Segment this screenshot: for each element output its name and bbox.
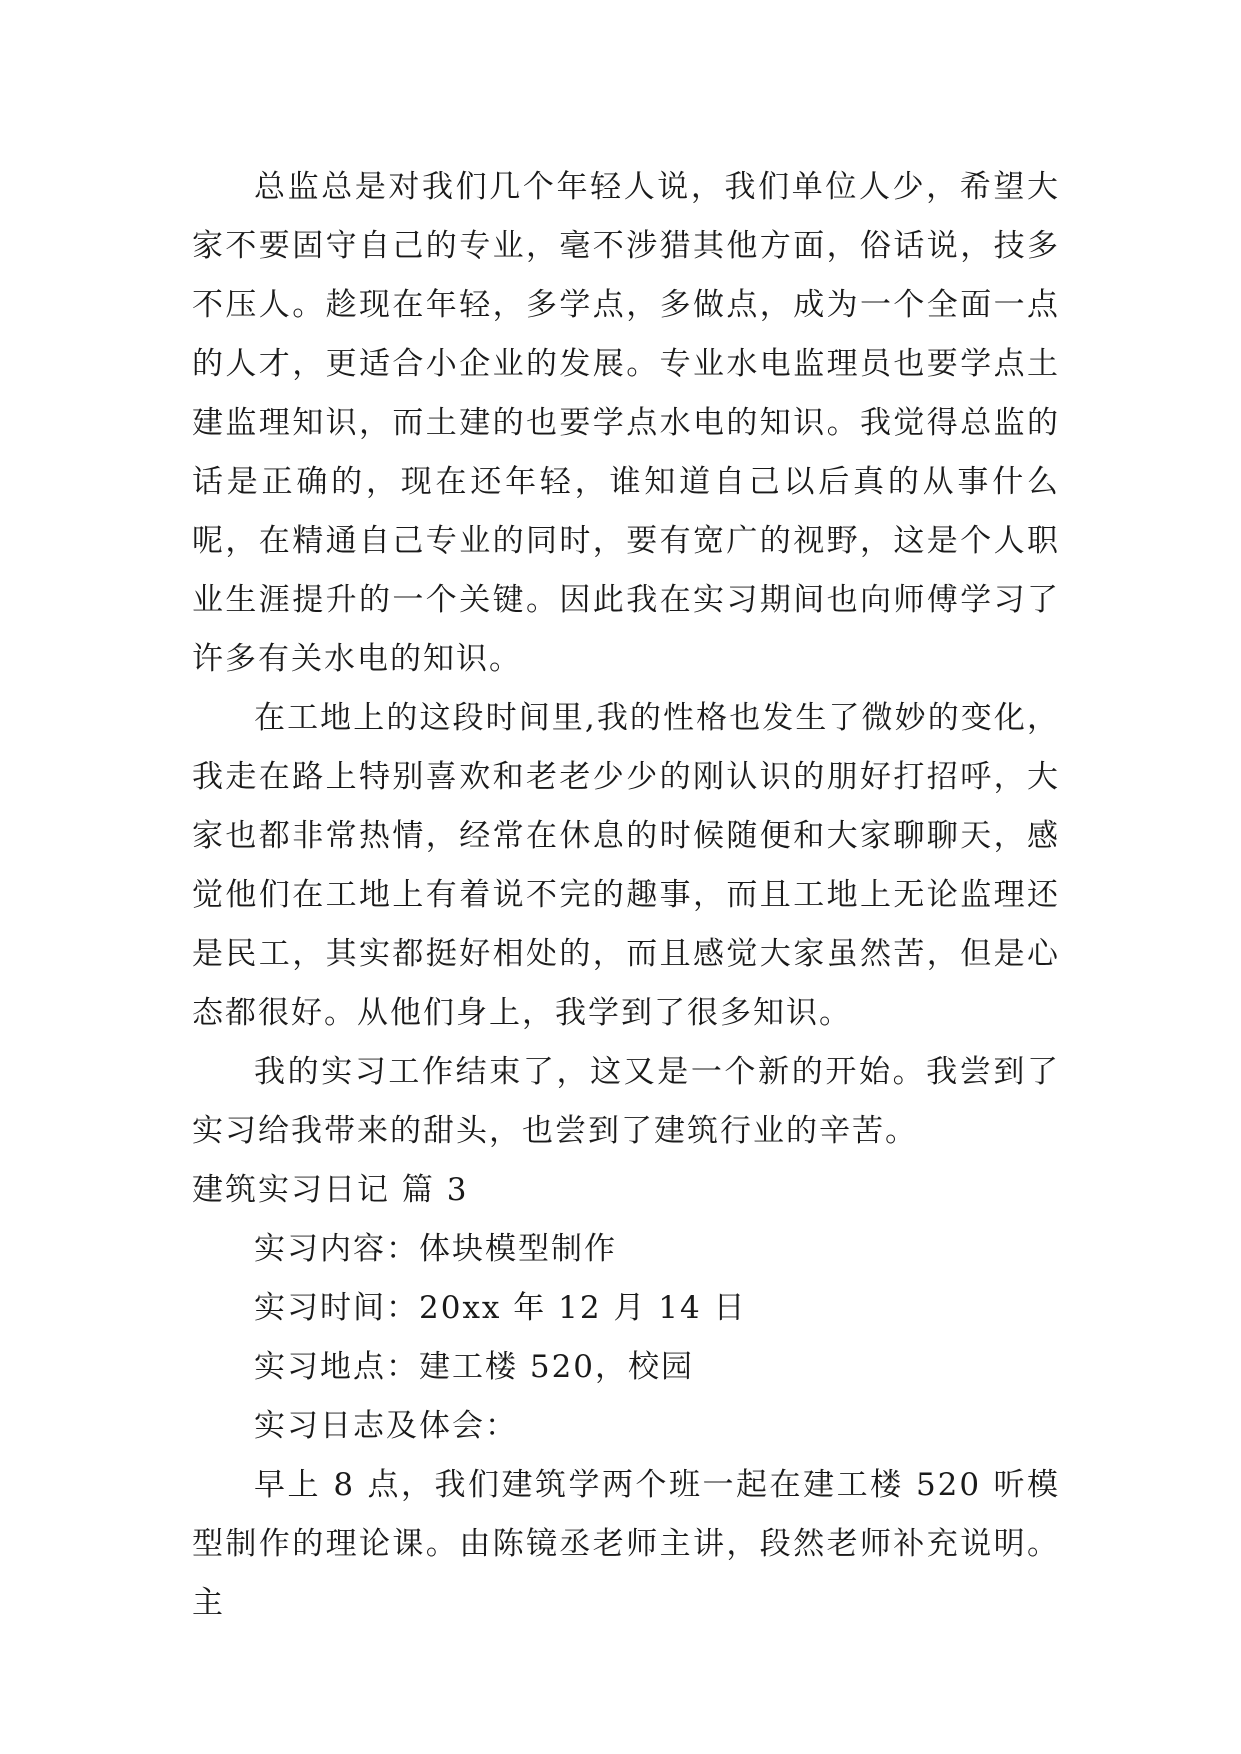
paragraph-personality: 在工地上的这段时间里,我的性格也发生了微妙的变化，我走在路上特别喜欢和老老少少的刚认识的朋好打招呼，大家也都非常热情，经常在休息的时候随便和大家聊聊天，感觉他们在工地上有着说不完的趣事，而且工地上无论监理还是民工，其实都挺好相处的，而且感觉大家虽然苦，但是心态都很好。从他们身上，我学到了很多知识。: [192, 700, 1060, 1031]
paragraph-conclusion: 我的实习工作结束了，这又是一个新的开始。我尝到了实习给我带来的甜头，也尝到了建筑行业的辛苦。: [192, 1054, 1060, 1149]
paragraph-advice: 总监总是对我们几个年轻人说，我们单位人少，希望大家不要固守自己的专业，毫不涉猎其他方面，俗话说，技多不压人。趁现在年轻，多学点，多做点，成为一个全面一点的人才，更适合小企业的发展。专业水电监理员也要学点土建监理知识，而土建的也要学点水电的知识。我觉得总监的话是正确的，现在还年轻，谁知道自己以后真的从事什么呢，在精通自己专业的同时，要有宽广的视野，这是个人职业生涯提升的一个关键。因此我在实习期间也向师傅学习了许多有关水电的知识。: [192, 169, 1060, 677]
detail-log: 实习日志及体会：: [254, 1408, 518, 1444]
paragraph-morning: 早上 8 点，我们建筑学两个班一起在建工楼 520 听模型制作的理论课。由陈镜丞老师主讲，段然老师补充说明。主: [192, 1467, 1060, 1621]
detail-content: 实习内容：体块模型制作: [254, 1231, 617, 1267]
document-body: [192, 158, 1060, 1633]
detail-place: 实习地点：建工楼 520，校园: [254, 1349, 695, 1385]
section-heading: 建筑实习日记 篇 3: [192, 1172, 469, 1208]
detail-time: 实习时间：20xx 年 12 月 14 日: [254, 1290, 747, 1326]
